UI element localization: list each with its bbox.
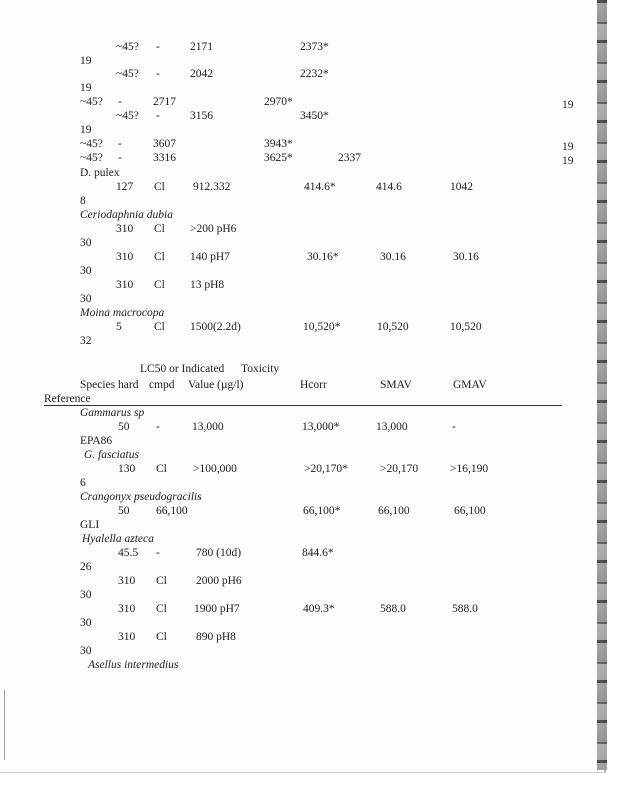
hcorr: 3943* <box>264 138 293 150</box>
smav: 30.16 <box>380 251 406 263</box>
smav: 13,000 <box>376 421 408 433</box>
header-species-hard: Species hard <box>80 379 139 391</box>
reference: 30 <box>80 617 92 629</box>
hardness: 310 <box>118 575 136 587</box>
reference: 32 <box>80 335 92 347</box>
hardness: 130 <box>118 463 136 475</box>
compound: Cl <box>154 279 165 291</box>
hcorr: 2970* <box>264 96 293 108</box>
header-hcorr: Hcorr <box>300 379 327 391</box>
dash: - <box>156 41 160 53</box>
hardness: 310 <box>118 631 136 643</box>
species-name: G. fasciatus <box>84 449 139 461</box>
compound: Cl <box>156 463 167 475</box>
header-gmav: GMAV <box>453 379 487 391</box>
hcorr: 66,100* <box>303 505 341 517</box>
hardness: 310 <box>116 223 134 235</box>
species-name: Hyalella azteca <box>82 533 154 545</box>
species-name: Asellus intermedius <box>88 659 179 671</box>
dash: - <box>156 68 160 80</box>
hcorr: 414.6* <box>304 181 336 193</box>
smav: 66,100 <box>378 505 410 517</box>
dash: - <box>118 138 122 150</box>
gmav: >16,190 <box>450 463 489 475</box>
gmav: 10,520 <box>450 321 482 333</box>
compound: Cl <box>154 251 165 263</box>
hardness: 310 <box>116 251 134 263</box>
value: 2042 <box>190 68 213 80</box>
smav: 10,520 <box>377 321 409 333</box>
compound: Cl <box>156 631 167 643</box>
value: 1500(2.2d) <box>190 321 241 333</box>
header-toxicity: Toxicity <box>241 363 280 375</box>
reference: 26 <box>80 561 92 573</box>
hcorr: >20,170* <box>304 463 348 475</box>
header-value: Value (µg/l) <box>188 379 244 391</box>
value: 140 pH7 <box>190 251 230 263</box>
value: 66,100 <box>156 505 188 517</box>
hardness: ~45? <box>80 152 103 164</box>
species-name: Moina macrocopa <box>80 307 165 319</box>
hardness: 50 <box>118 421 130 433</box>
reference: 30 <box>80 293 92 305</box>
hardness: 5 <box>116 321 122 333</box>
compound: Cl <box>154 321 165 333</box>
hcorr: 30.16* <box>307 251 339 263</box>
reference: 30 <box>80 237 92 249</box>
compound: Cl <box>154 181 165 193</box>
hardness: ~45? <box>80 138 103 150</box>
compound: Cl <box>154 223 165 235</box>
compound: Cl <box>156 603 167 615</box>
dash: - <box>118 152 122 164</box>
reference: GLI <box>80 519 100 531</box>
hardness: ~45? <box>116 110 139 122</box>
value: 780 (10d) <box>196 547 242 559</box>
hcorr: 844.6* <box>302 547 334 559</box>
dash: - <box>156 547 160 559</box>
reference: 30 <box>80 589 92 601</box>
dash: - <box>156 110 160 122</box>
header-rule <box>44 405 562 406</box>
hcorr: 2232* <box>300 68 329 80</box>
hcorr: 10,520* <box>303 321 341 333</box>
value: >200 pH6 <box>190 223 237 235</box>
dash: - <box>156 421 160 433</box>
dash: - <box>118 96 122 108</box>
hardness: 127 <box>116 181 134 193</box>
hcorr: 3450* <box>300 110 329 122</box>
margin-mark <box>4 690 5 760</box>
reference: 19 <box>562 99 574 111</box>
smav: 414.6 <box>376 181 402 193</box>
value: 13,000 <box>192 421 224 433</box>
reference: 8 <box>80 195 86 207</box>
hardness: 310 <box>118 603 136 615</box>
value: 3316 <box>153 152 176 164</box>
hcorr: 3625* <box>264 152 293 164</box>
smav: 588.0 <box>380 603 406 615</box>
hardness: ~45? <box>80 96 103 108</box>
value: 3607 <box>153 138 176 150</box>
species-name: Ceriodaphnia dubia <box>80 209 173 221</box>
reference: 30 <box>80 265 92 277</box>
reference: 19 <box>80 82 92 94</box>
hardness: 310 <box>116 279 134 291</box>
hardness: 45.5 <box>118 547 139 559</box>
value: 13 pH8 <box>190 279 225 291</box>
smav: 2337 <box>338 152 361 164</box>
gmav: 588.0 <box>452 603 478 615</box>
reference: 6 <box>80 477 86 489</box>
hardness: ~45? <box>116 41 139 53</box>
value: 2171 <box>190 41 213 53</box>
reference: EPA86 <box>80 435 113 447</box>
species-name: D. pulex <box>80 167 120 179</box>
reference: 19 <box>80 55 92 67</box>
header-lc50: LC50 or Indicated <box>140 363 225 375</box>
value: 2717 <box>153 96 176 108</box>
gmav: 30.16 <box>453 251 479 263</box>
compound: Cl <box>156 575 167 587</box>
value: 2000 pH6 <box>196 575 242 587</box>
reference: 19 <box>562 155 574 167</box>
hcorr: 409.3* <box>303 603 335 615</box>
header-smav: SMAV <box>380 379 412 391</box>
value: 1900 pH7 <box>194 603 240 615</box>
page-edge-shadow <box>597 0 607 770</box>
reference: 19 <box>80 124 92 136</box>
reference: 19 <box>562 141 574 153</box>
value: 890 pH8 <box>196 631 236 643</box>
hardness: 50 <box>118 505 130 517</box>
species-name: Crangonyx pseudogracilis <box>80 491 202 503</box>
hardness: ~45? <box>116 68 139 80</box>
gmav: 66,100 <box>454 505 486 517</box>
hcorr: 2373* <box>300 41 329 53</box>
species-name: Gammarus sp <box>80 407 145 419</box>
value: >100,000 <box>193 463 237 475</box>
gmav: 1042 <box>450 181 473 193</box>
value: 3156 <box>190 110 213 122</box>
gmav: - <box>452 421 456 433</box>
value: 912.332 <box>193 181 231 193</box>
smav: >20,170 <box>380 463 419 475</box>
header-cmpd: cmpd <box>149 379 175 391</box>
reference: 30 <box>80 645 92 657</box>
header-reference: Reference <box>44 393 91 405</box>
hcorr: 13,000* <box>302 421 340 433</box>
